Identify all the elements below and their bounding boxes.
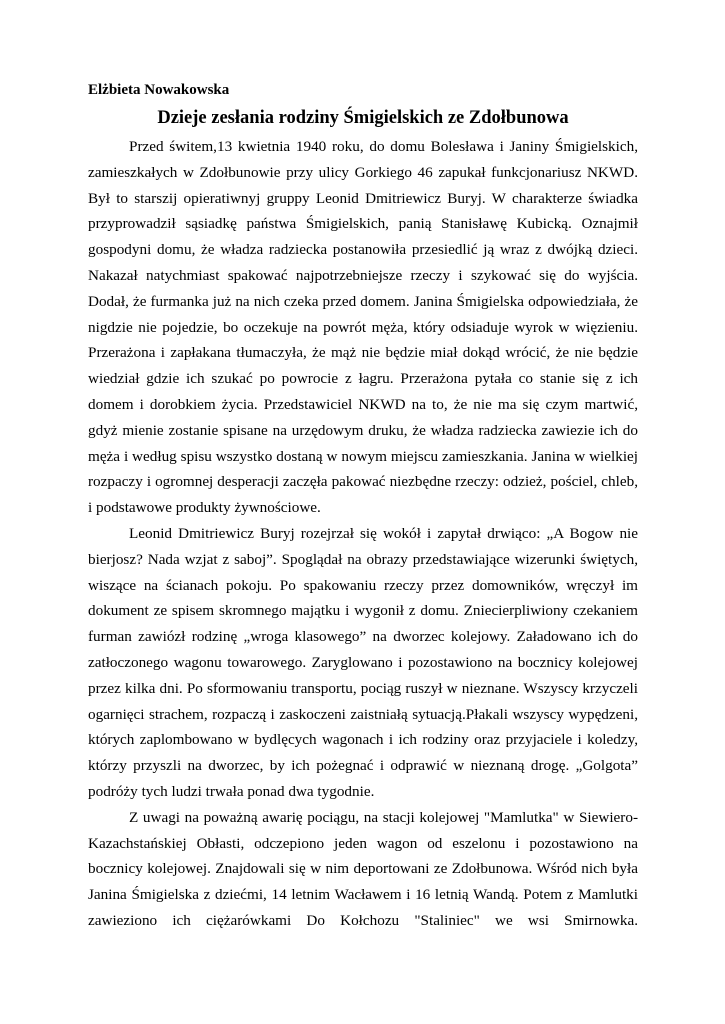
paragraph-2: Leonid Dmitriewicz Buryj rozejrzał się wokół i zapytał drwiąco: „A Bogow nie bierjosz? Nada wzjat z saboj”. Spoglądał na obrazy przedstawiające wizerunki świętych, wiszące na ścianach pokoju. Po spakowaniu rzeczy przez domowników, wręczył im dokument ze spisem skromnego majątku i wygonił z domu. Zniecierpliwiony czekaniem furman zawiózł rodzinę „wroga klasowego” na dworzec kolejowy. Załadowano ich do zatłoczonego wagonu towarowego. Zaryglowano i pozostawiono na bocznicy kolejowej przez kilka dni. Po sformowaniu transportu, pociąg ruszył w nieznane. Wszyscy krzyczeli ogarnięci strachem, rozpaczą i zaskoczeni zaistniałą sytuacją.Płakali wszyscy wypędzeni, których zaplombowano w bydlęcych wagonach i ich rodziny oraz przyjaciele i koledzy, którzy przyszli na dworzec, by ich pożegnać i odprawić w nieznaną drogę. „Golgota” podróży tych ludzi trwała ponad dwa tygodnie. xyxy=(88,524,638,800)
paragraph-3: Z uwagi na poważną awarię pociągu, na stacji kolejowej "Mamlutka" w Siewiero-Kazachstańskiej Obłasti, odczepiono jeden wagon od eszelonu i pozostawiono na bocznicy kolejowej. Znajdowali się w nim deportowani ze Zdołbunowa. Wśród nich była Janina Śmigielska z dziećmi, 14 letnim Wacławem i 16 letnią Wandą. Potem z Mamlutki zawieziono ich ciężarówkami Do Kołchozu "Staliniec" we wsi Smirnowka. xyxy=(88,808,638,929)
paragraph-1: Przed świtem,13 kwietnia 1940 roku, do domu Bolesława i Janiny Śmigielskich, zamieszkałych w Zdołbunowie przy ulicy Gorkiego 46 zapukał funkcjonariusz NKWD. Był to starszij opieratiwnyj gruppy Leonid Dmitriewicz Buryj. W charakterze świadka przyprowadził sąsiadkę państwa Śmigielskich, panią Stanisławę Kubicką. Oznajmił gospodyni domu, że władza radziecka postanowiła przesiedlić ją wraz z dwójką dzieci. Nakazał natychmiast spakować najpotrzebniejsze rzeczy i szykować się do wyjścia. Dodał, że furmanka już na nich czeka przed domem. Janina Śmigielska odpowiedziała, że nigdzie nie pojedzie, bo oczekuje na powrót męża, który odsiaduje wyrok w więzieniu. Przerażona i zapłakana tłumaczyła, że mąż nie będzie miał dokąd wrócić, że nie będzie wiedział gdzie ich szukać po powrocie z łagru. Przerażona pytała co stanie się z ich domem i dorobkiem życia. Przedstawiciel NKWD na to, że nie ma się czym martwić, gdyż mienie zostanie spisane na urzędowym druku, że władza radziecka zawiezie ich do męża i według spisu wszystko dostaną w nowym miejscu zamieszkania. Janina w wielkiej rozpaczy i ogromnej desperacji zaczęła pakować niezbędne rzeczy: odzież, pościel, chleb, i podstawowe produkty żywnościowe. xyxy=(88,138,638,517)
document-page xyxy=(88,80,638,934)
author-name: Elżbieta Nowakowska xyxy=(88,82,230,98)
document-title: Dzieje zesłania rodziny Śmigielskich ze Zdołbunowa xyxy=(157,108,569,128)
